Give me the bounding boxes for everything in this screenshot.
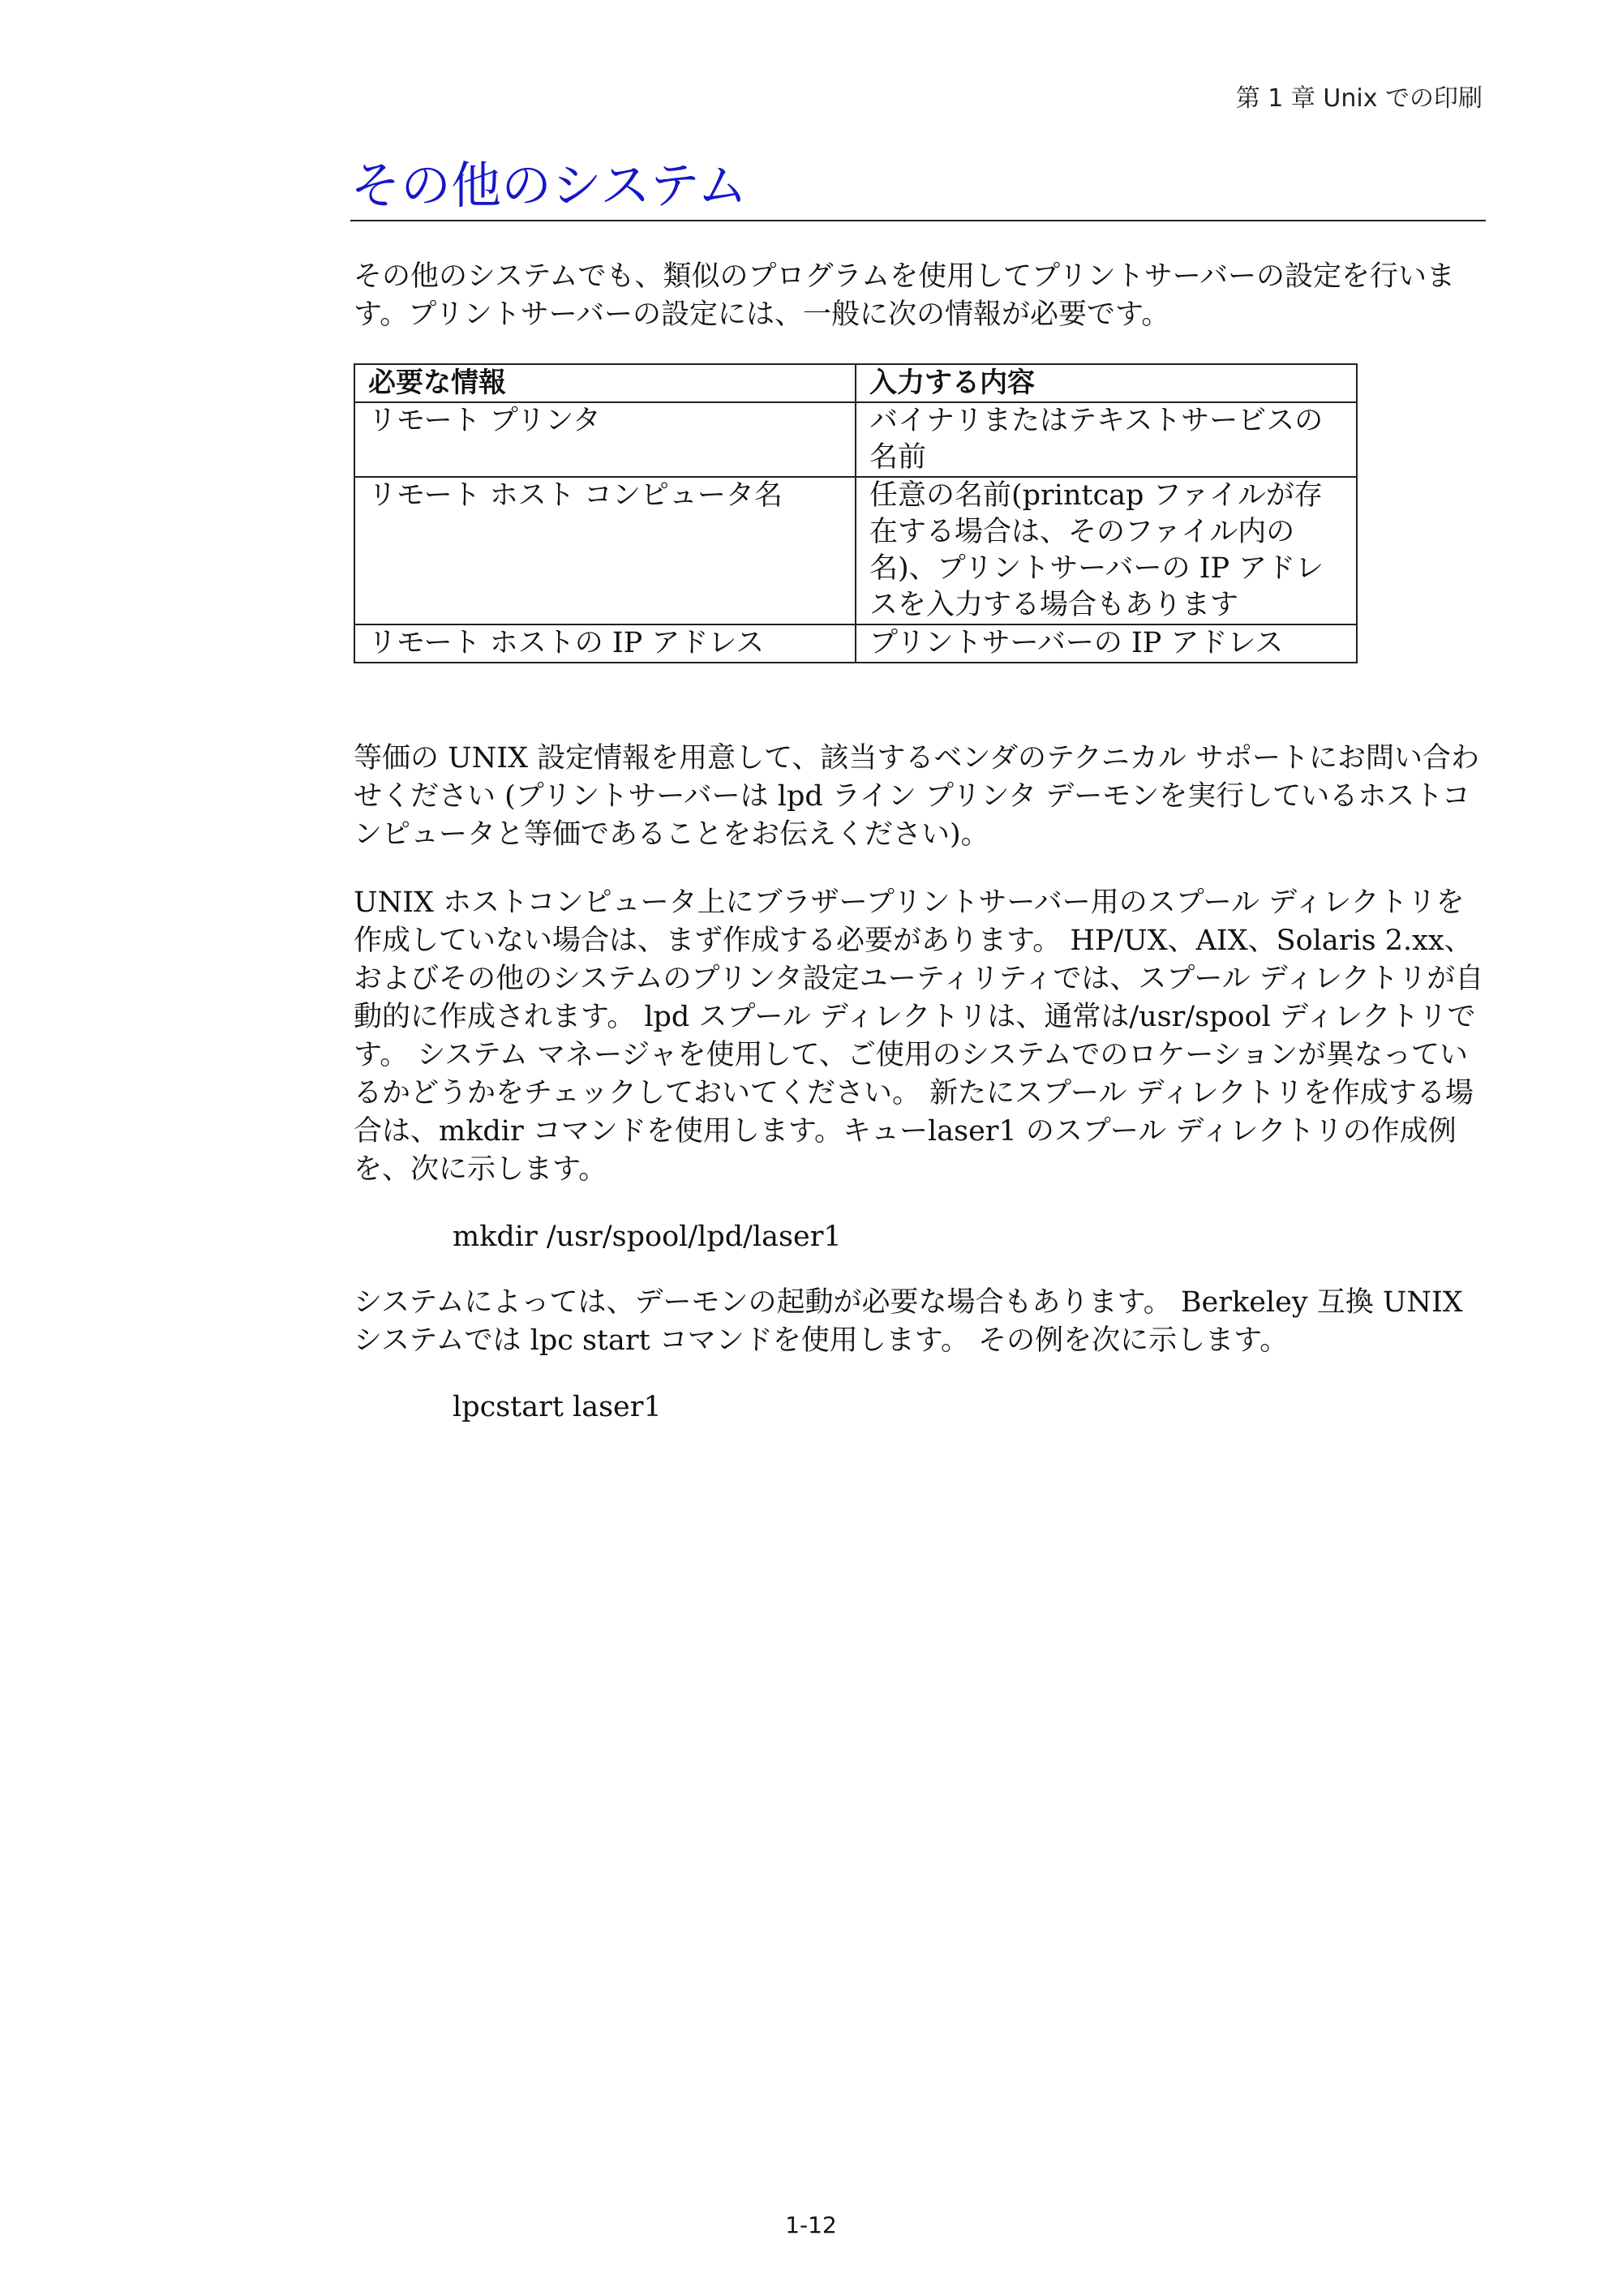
page-number: 1-12 [785, 2212, 837, 2238]
intro-paragraph: その他のシステムでも、類似のプログラムを使用してプリントサーバーの設定を行います。プリントサーバーの設定には、一般に次の情報が必要です。 [354, 260, 1456, 331]
required-info-table [354, 363, 1358, 663]
title-rule [350, 220, 1486, 221]
table-header-cell: 必要な情報 [354, 364, 856, 402]
table-row [354, 624, 1357, 663]
lpc-start-command-example: lpcstart laser1 [453, 1391, 662, 1423]
table-row [354, 402, 1357, 477]
table-cell: リモート ホスト コンピュータ名 [354, 477, 856, 624]
daemon-paragraph: システムによっては、デーモンの起動が必要な場合もあります。 Berkeley 互換 UNIX システムでは lpc start コマンドを使用します。 その例を次に示します。 [354, 1286, 1463, 1357]
section-title: その他のシステム [350, 156, 748, 215]
chapter-header: 第 1 章 Unix での印刷 [1235, 84, 1483, 113]
table-cell: 任意の名前(printcap ファイルが存在する場合は、そのファイル内の名)、プリントサーバーの IP アドレスを入力する場合もあります [856, 477, 1357, 624]
contact-vendor-paragraph: 等価の UNIX 設定情報を用意して、該当するベンダのテクニカル サポートにお問い合わせください (プリントサーバーは lpd ライン プリンタ デーモンを実行しているホストコンピュータと等価であることをお伝えください)。 [354, 742, 1480, 851]
table-cell: リモート ホストの IP アドレス [354, 624, 856, 663]
table-cell: リモート プリンタ [354, 402, 856, 477]
table-row [354, 477, 1357, 624]
table-cell: プリントサーバーの IP アドレス [856, 624, 1357, 663]
table-header-cell: 入力する内容 [856, 364, 1357, 402]
table-header-row [354, 364, 1357, 402]
spool-directory-paragraph: UNIX ホストコンピュータ上にブラザープリントサーバー用のスプール ディレクトリを作成していない場合は、まず作成する必要があります。 HP/UX、AIX、Solaris 2.xx、およびその他のシステムのプリンタ設定ユーティリティでは、スプール ディレクトリが自動的に作成されます。 lpd スプール ディレクトリは、通常は/usr/spool ディレクトリです。 システム マネージャを使用して、ご使用のシステムでのロケーションが異なっているかどうかをチェックしておいてください。 新たにスプール ディレクトリを作成する場合は、mkdir コマンドを使用します。キューlaser1 のスプール ディレクトリの作成例を、次に示します。 [354, 886, 1484, 1186]
mkdir-command-example: mkdir /usr/spool/lpd/laser1 [453, 1221, 842, 1253]
table-cell: バイナリまたはテキストサービスの名前 [856, 402, 1357, 477]
